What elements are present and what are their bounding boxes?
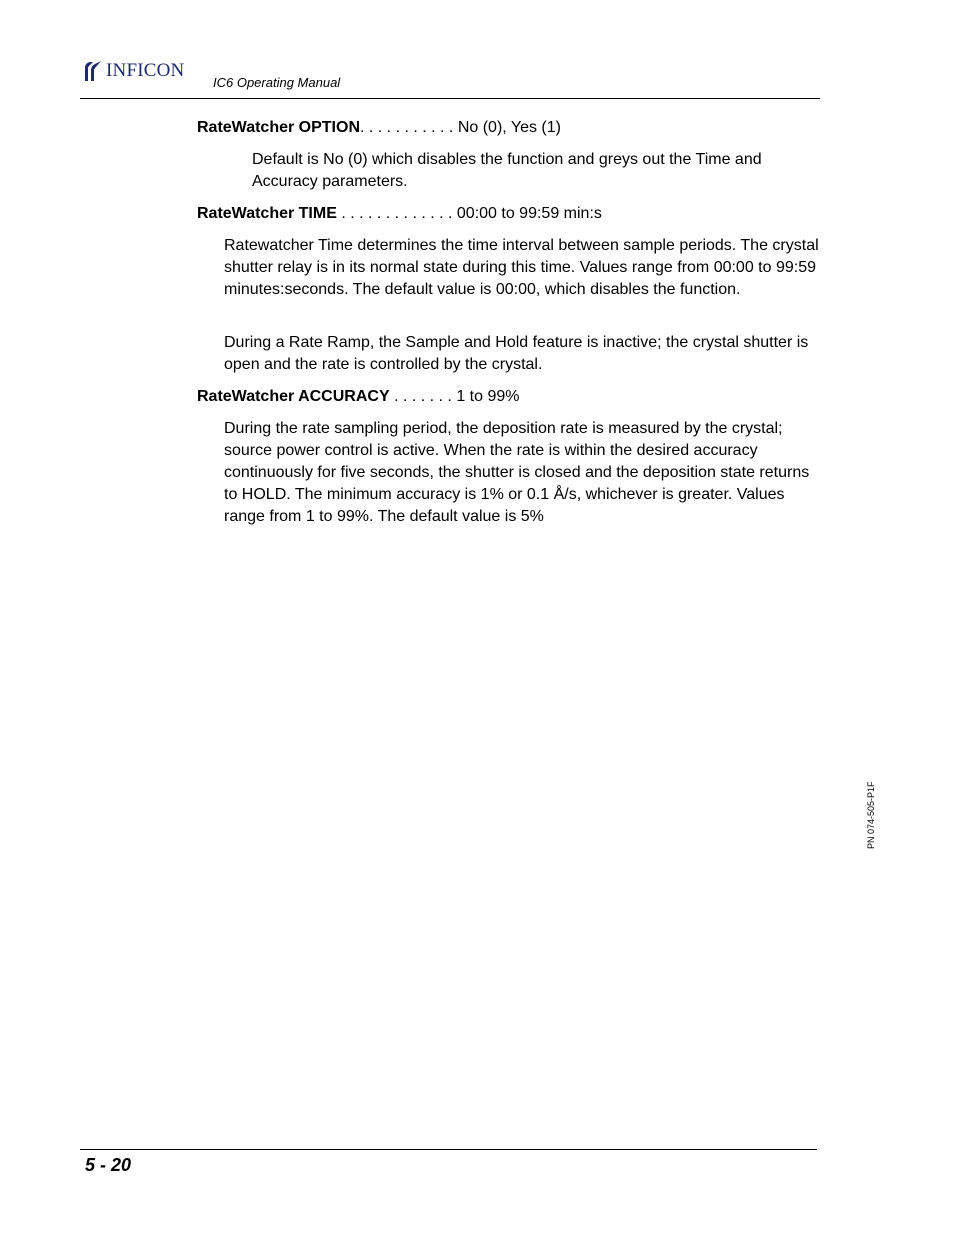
param-value: No (0), Yes (1)	[457, 119, 561, 136]
param-name: RateWatcher ACCURACY	[197, 388, 390, 405]
param-leader: . . . . . . . . . . . . .	[336, 205, 453, 222]
param-leader: . . . . . . .	[389, 388, 452, 405]
param-value: 1 to 99%	[456, 388, 520, 405]
param-accuracy-description: During the rate sampling period, the deposition rate is measured by the crystal; source power control is active. When the rate is within the desired accuracy continuously for five seconds, the shutter is closed and the deposition state returns to HOLD. The minimum accuracy is 1% or 0.1 Å/s, whichever is greater. Values range from 1 to 99%. The default value is 5%	[224, 420, 810, 525]
header-divider	[80, 98, 820, 99]
footer-divider	[80, 1149, 817, 1150]
logo-text: INFICON	[106, 60, 185, 81]
part-number: PN 074-505-P1F	[866, 781, 876, 849]
param-value: 00:00 to 99:59 min:s	[456, 205, 602, 222]
param-accuracy-line	[197, 386, 519, 408]
param-time-line	[197, 203, 602, 225]
manual-title: IC6 Operating Manual	[213, 75, 341, 90]
param-option-line	[197, 117, 561, 139]
param-name: RateWatcher TIME	[197, 205, 337, 222]
page-number: 5 - 20	[85, 1155, 132, 1175]
inficon-logo-mark-icon	[82, 60, 104, 82]
inficon-logo	[82, 60, 184, 82]
param-time-description-2: During a Rate Ramp, the Sample and Hold feature is inactive; the crystal shutter is open and the rate is controlled by the crystal.	[224, 334, 809, 373]
param-option-description: Default is No (0) which disables the function and greys out the Time and Accuracy parameters.	[252, 151, 762, 190]
param-time-description: Ratewatcher Time determines the time interval between sample periods. The crystal shutter relay is in its normal state during this time. Values range from 00:00 to 99:59 minutes:seconds. The default value is 00:00, which disables the function.	[224, 237, 819, 298]
param-name: RateWatcher OPTION	[197, 119, 360, 136]
param-leader: . . . . . . . . . . .	[360, 119, 454, 136]
